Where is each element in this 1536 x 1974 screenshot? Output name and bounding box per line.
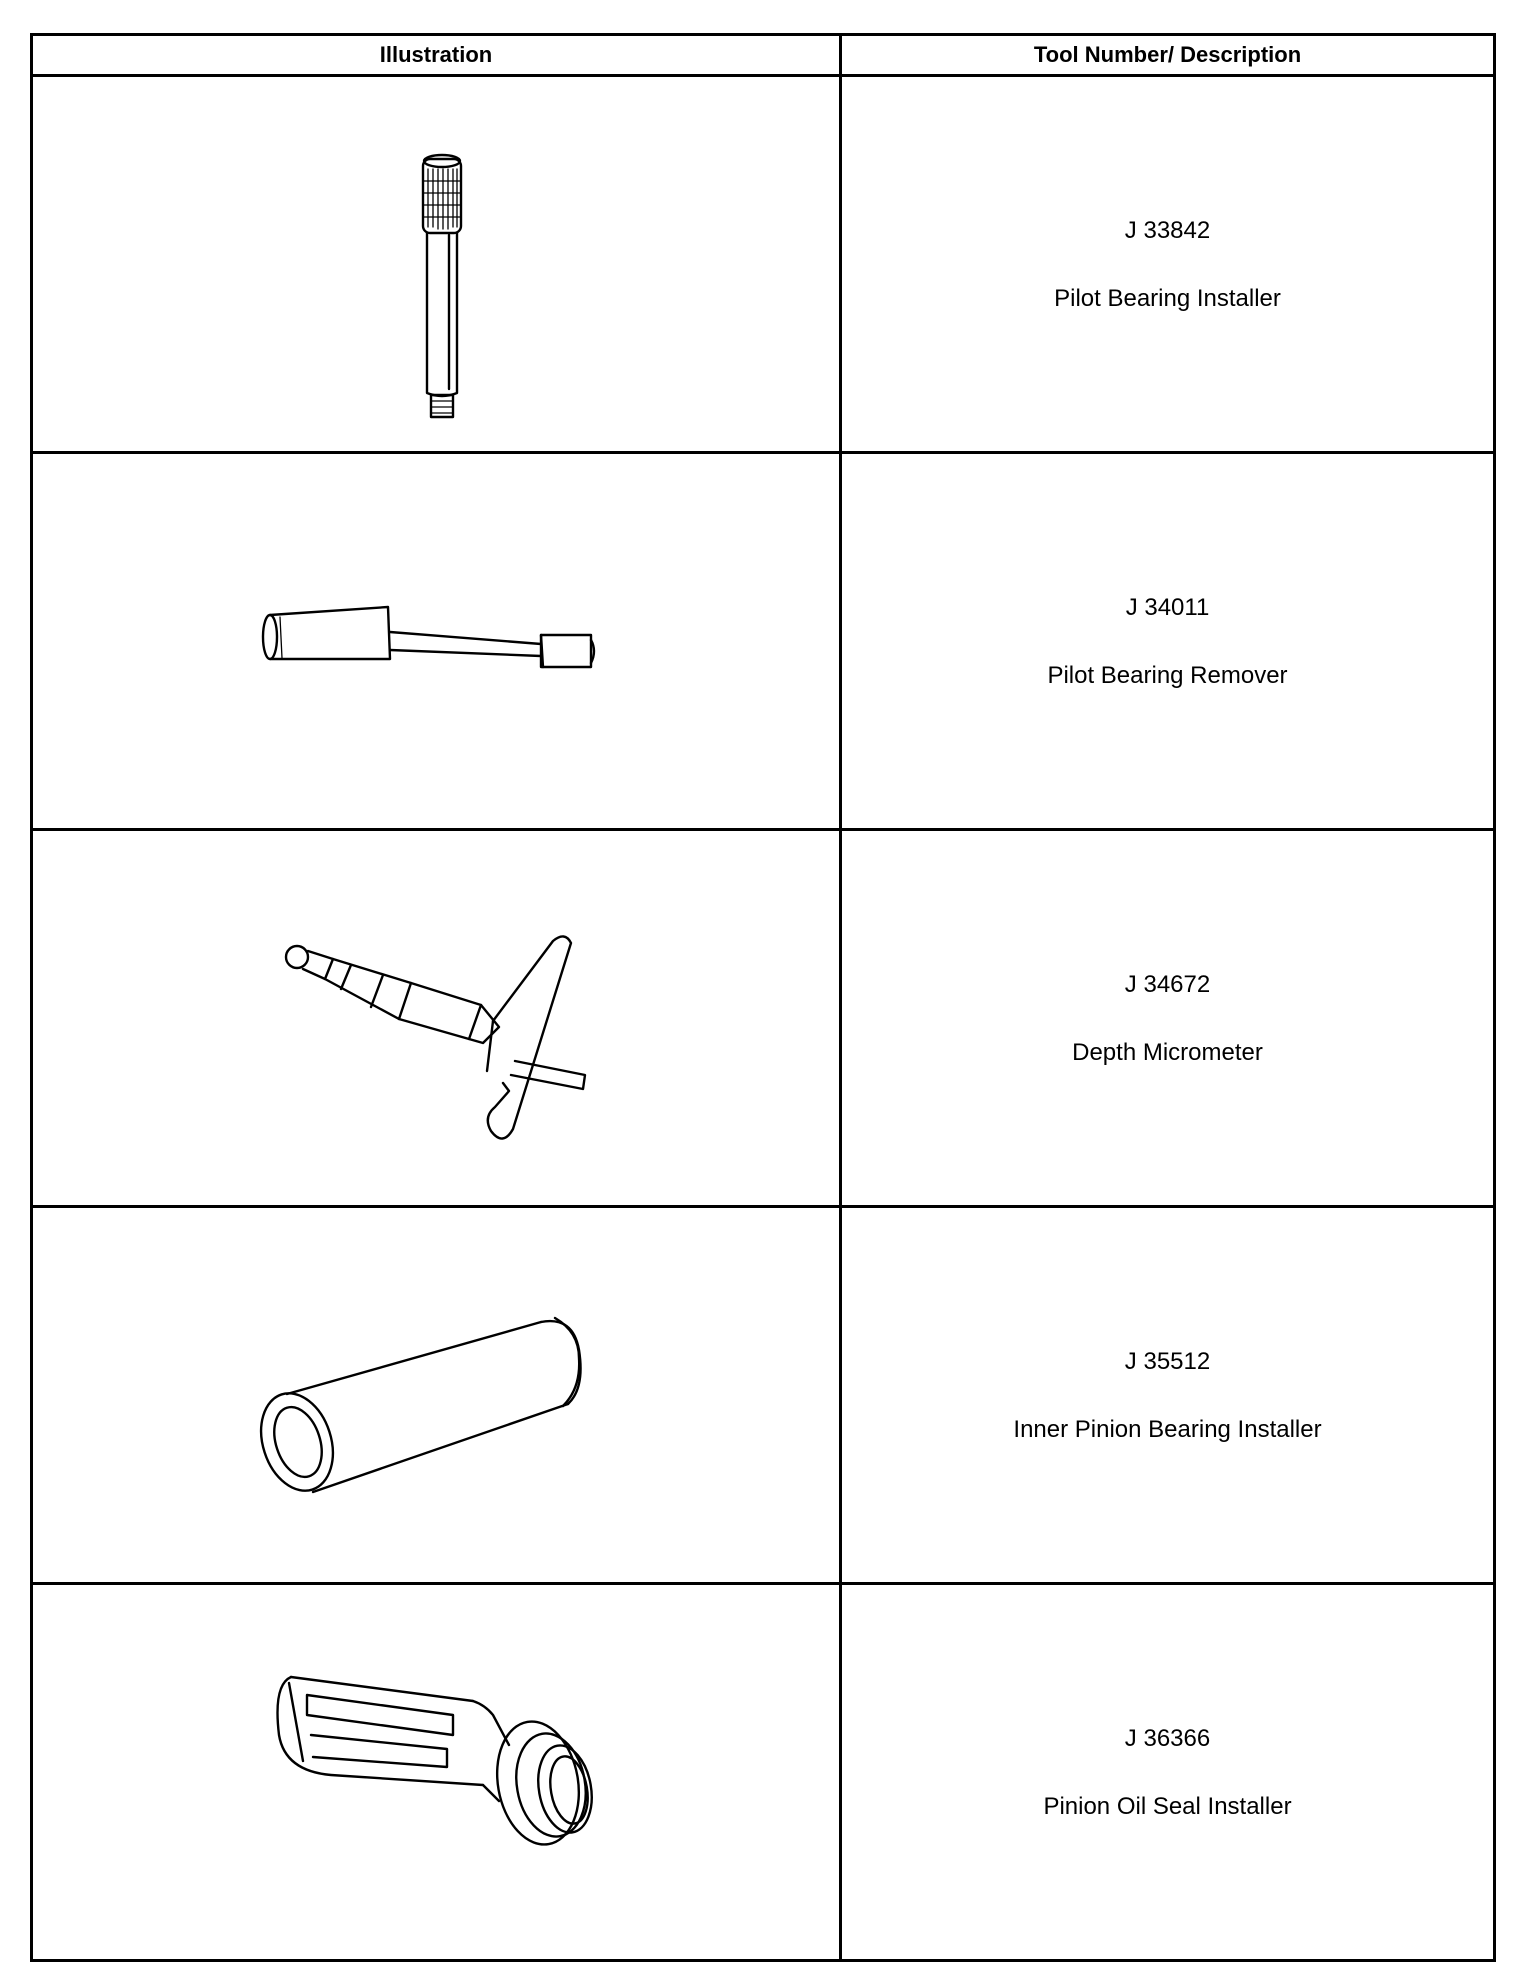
tool-description: Pilot Bearing Installer [1054,285,1281,312]
tool-number: J 36366 [1124,1725,1211,1752]
illustration-cell [33,77,839,451]
description-cell [842,831,1493,1205]
table-row [33,1208,1493,1582]
table-row [33,1585,1493,1959]
description-cell [842,1585,1493,1959]
tool-number: J 34672 [1124,971,1211,998]
table-row [33,454,1493,828]
table-header [33,36,1493,77]
illustration-cell [33,1585,839,1959]
header-illustration: Illustration [379,42,493,67]
illustration-cell [33,454,839,828]
pilot-bearing-remover-icon [33,454,839,828]
table-row [33,77,1493,451]
description-cell [842,77,1493,451]
pilot-bearing-installer-icon [33,77,839,451]
description-cell [842,1208,1493,1582]
tool-description: Depth Micrometer [1072,1039,1263,1066]
special-tools-table [30,33,1496,1962]
illustration-cell [33,1208,839,1582]
tool-number: J 33842 [1124,217,1211,244]
tool-number: J 34011 [1125,594,1210,621]
tool-number: J 35512 [1124,1348,1211,1375]
header-tool-description: Tool Number/ Description [1033,42,1302,67]
tool-description: Inner Pinion Bearing Installer [1013,1416,1322,1443]
description-cell [842,454,1493,828]
tool-description: Pilot Bearing Remover [1047,662,1288,689]
depth-micrometer-icon [33,831,839,1205]
inner-pinion-bearing-installer-icon [33,1208,839,1582]
illustration-cell [33,831,839,1205]
table-row [33,831,1493,1205]
pinion-oil-seal-installer-icon [33,1585,839,1959]
tool-description: Pinion Oil Seal Installer [1043,1793,1292,1820]
